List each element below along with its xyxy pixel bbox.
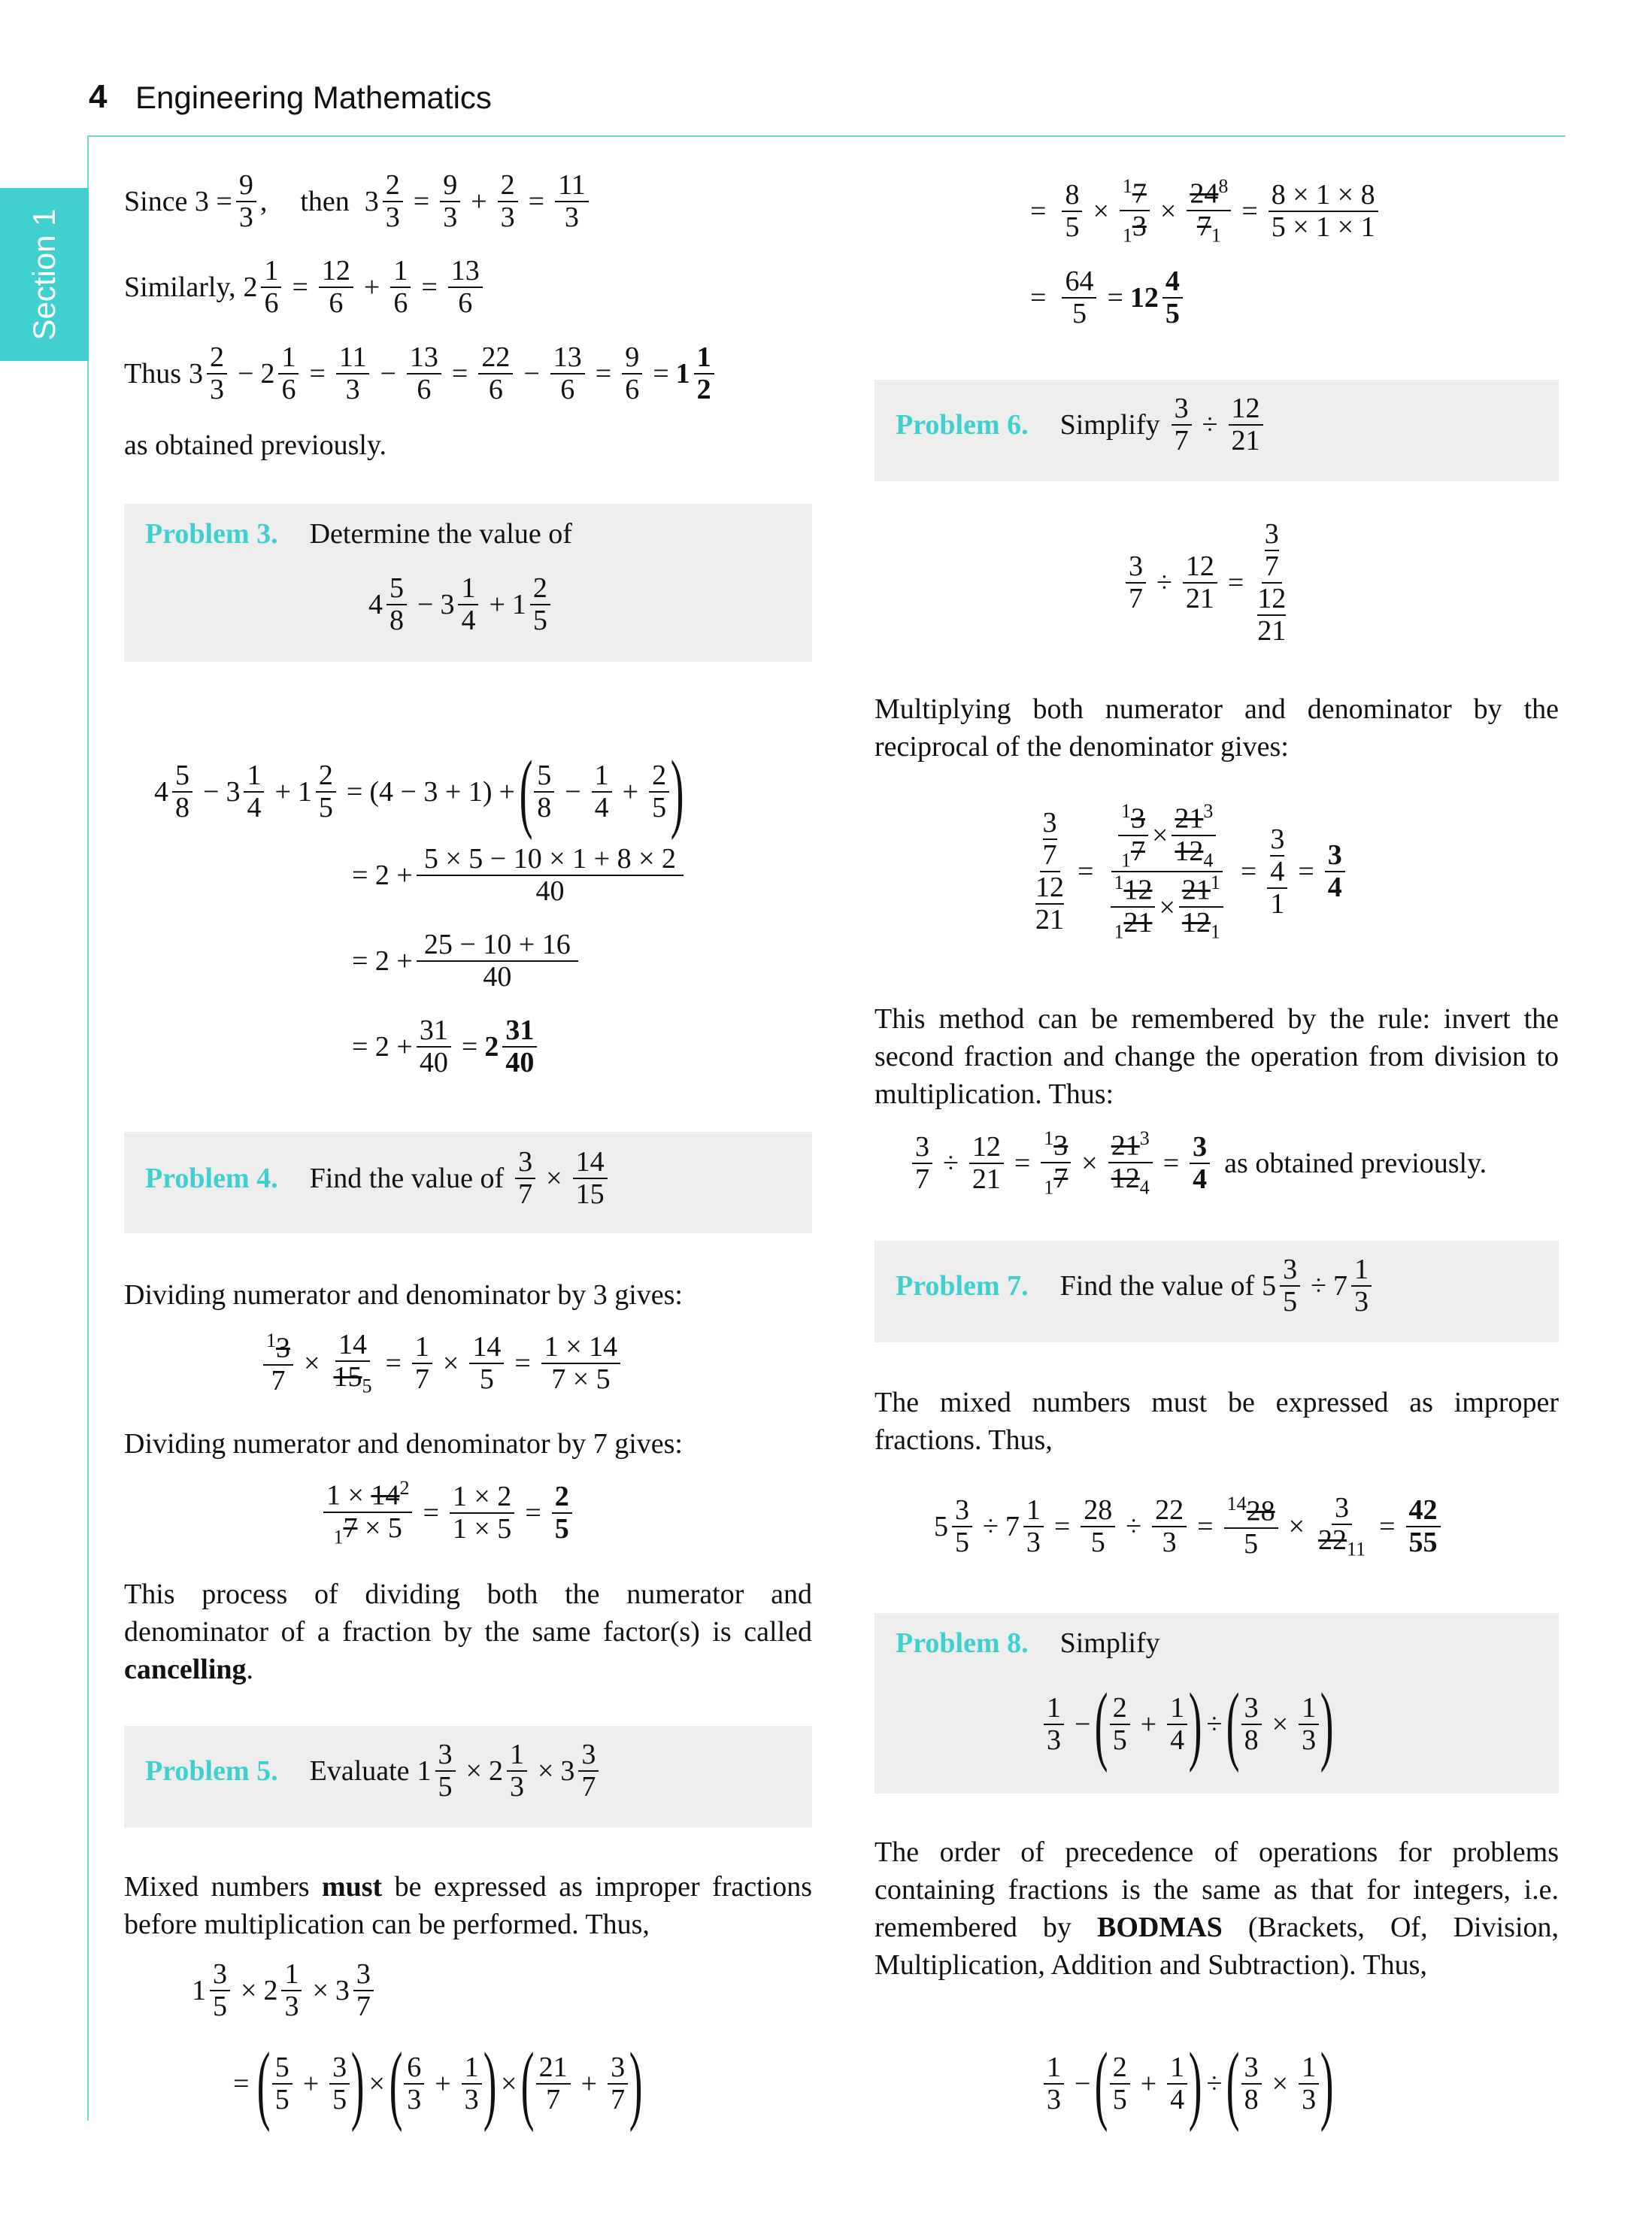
- problem-3-box: [124, 504, 812, 662]
- invert-rule-text: This method can be remembered by the rule: invert the second fraction and change the operation from division to multiplication. Thus:: [874, 1003, 1559, 1110]
- problem-3-text: Determine the value of: [309, 518, 572, 550]
- problem-5-box: Problem 5. Evaluate 1 $\frac{3}{5}$ × 2 $\frac{1}{3}$ × 3 $\frac{3}{7}$: [124, 1726, 812, 1827]
- problem-7-label: Problem 7.: [896, 1270, 1029, 1302]
- bodmas-paragraph: [874, 1833, 1559, 1984]
- problem-8-expression: 1 3 − ( 2 5 + $\frac{1}{4}$ ) ÷ ( $\frac{3}{8}$ × $\frac{1}{3}$ ): [1040, 1685, 1331, 1764]
- as-obtained-text: as obtained previously.: [124, 429, 386, 461]
- multiplying-text: Multiplying both numerator and denominator by the reciprocal of the denominator gives:: [874, 693, 1559, 763]
- div7-text: Dividing numerator and denominator by 7 gives:: [124, 1428, 683, 1460]
- problem-6-box: Problem 6. Simplify $\frac{3}{7}$ ÷ $\frac{12}{21}$: [874, 380, 1559, 481]
- mixed-numbers-paragraph: [124, 1868, 812, 1943]
- invert-rule-equation: $\frac{3}{7}$ ÷ $\frac{12}{21}$ = $\frac{^13}{_17}$ × $\frac{21^3}{12_4}$ = $\frac{3}{4}$ as obtained previously.: [908, 1128, 1487, 1198]
- problem-7-box: Problem 7. Find the value of 5 $\frac{3}{5}$ ÷ 7 $\frac{1}{3}$: [874, 1241, 1559, 1342]
- div3-text: Dividing numerator and denominator by 3 gives:: [124, 1279, 683, 1311]
- problem-4-label: Problem 4.: [145, 1163, 278, 1195]
- p7-solution: 5 $\frac{3}{5}$ ÷ 7 $\frac{1}{3}$ = $\frac{28}{5}$ ÷ $\frac{22}{3}$ = $\frac{^{14}28}{5}$ × $\frac{3}{22_{11}}$ = $\frac{42}{55}$: [934, 1493, 1444, 1560]
- as-obtained-right: as obtained previously.: [1224, 1147, 1487, 1179]
- p3-solution-line1: 4 5 8 − 3 $\frac{1}{4}$ + 1 $\frac{2}{5}$ = (4 − 3 + 1) + ( 5 8 − $\frac{1}{4}$ + $\frac{2}{5}$ ): [154, 742, 684, 841]
- problem-4-box: Problem 4. Find the value of $\frac{3}{7}$ × $\frac{14}{15}$: [124, 1132, 812, 1233]
- problem-4-text: Find the value of: [309, 1163, 505, 1195]
- bodmas-word: BODMAS: [1096, 1912, 1223, 1943]
- mixed-must: must: [321, 1871, 383, 1903]
- thus-equation: Thus 3 2 3 − 2 $\frac{1}{6}$ = $\frac{11}{3}$ − $\frac{13}{6}$ = $\frac{22}{6}$ − $\frac{13}{6}$ = $\frac{9}{6}$ = 1 1 2: [124, 342, 718, 405]
- similarly-equation: Similarly, 2 $\frac{1}{6}$ = $\frac{12}{6}$ + $\frac{1}{6}$ = $\frac{13}{6}$: [124, 256, 487, 319]
- cancelling-word: cancelling: [124, 1654, 247, 1685]
- p8-solution-line1: 1 3 − ( 2 5 + $\frac{1}{4}$ ) ÷ ( $\frac{3}{8}$ × $\frac{1}{3}$ ): [1040, 2044, 1331, 2124]
- p3-solution-line4: = 2 + $\frac{31}{40}$ = 2 31 40: [352, 1015, 541, 1078]
- p5-solution-line2: = ( 5 5 + $\frac{3}{5}$ ) × ( 6 3 + $\frac{1}{3}$ ) × ( 21 7 + $\frac{3}{7}$ ): [233, 2034, 643, 2133]
- then-label: then: [300, 186, 350, 218]
- margin-rule: [87, 135, 89, 2121]
- p6-reciprocal-equation: 3 7 12 21 = $^1$3 $_1$7 × $21^3$ $12_4$ $^1$12 $_1$21 × $21^1$ $12_1$ = 3 4 1 = $\frac{3}{4}$: [1029, 801, 1349, 943]
- since-label: Since 3 =: [124, 186, 232, 218]
- order-text: The order of precedence of operations for problems containing fractions is the same as that for integers, i.e. remembered by: [874, 1836, 1559, 1943]
- bodmas-rest: (Brackets, Of, Division, Multiplication, Addition and Subtraction). Thus,: [874, 1912, 1560, 1981]
- problem-3-label: Problem 3.: [145, 518, 278, 550]
- p5-solution-line3: = $\frac{8}{5}$ × $\frac{^17}{_13}$ × $\frac{24^8}{7_1}$ = $\frac{8 \times 1 \times 8}{5 \times 1 \times 1}$: [1030, 176, 1382, 246]
- problem-8-label: Problem 8.: [896, 1627, 1029, 1659]
- p3-solution-line2: = 2 + 5 × 5 − 10 × 1 + 8 × 2 40: [352, 844, 687, 907]
- div7-equation: $\frac{1 \times 14^2}{_17 \times 5}$ = $\frac{1 \times 2}{1 \times 5}$ = $\frac{2}{5}$: [320, 1478, 576, 1548]
- section-tab-label: Section 1: [26, 208, 62, 341]
- problem-5-text: Evaluate: [309, 1755, 410, 1788]
- mixed-text-2: be expressed as improper fractions before multiplication can be performed. Thus,: [124, 1871, 813, 1940]
- thus-label: Thus: [124, 358, 181, 390]
- problem-7-text: Find the value of: [1059, 1270, 1255, 1302]
- problem-8-text: Simplify: [1059, 1627, 1160, 1659]
- problem-6-label: Problem 6.: [896, 409, 1029, 441]
- cancelling-text: This process of dividing both the numerator and denominator of a fraction by the same factor(s) is called: [124, 1578, 812, 1648]
- since-equation: Since 3 = $\frac{9}{3}$ , then 3 $\frac{2}{3}$ = $\frac{9}{3}$ + $\frac{2}{3}$ = $\frac{11}{3}$: [124, 170, 593, 233]
- book-title: Engineering Mathematics: [135, 80, 492, 115]
- problem-5-label: Problem 5.: [145, 1755, 278, 1788]
- p6-complex-fraction: $\frac{3}{7}$ ÷ $\frac{12}{21}$ = 3 7 12 21: [1122, 519, 1293, 647]
- p3-solution-line3: = 2 + 25 − 10 + 16 40: [352, 929, 582, 993]
- problem-3-expression: 4 5 8 − 3 $\frac{1}{4}$ + 1 $\frac{2}{5}$: [368, 573, 554, 636]
- mixed-text-1: Mixed numbers: [124, 1871, 310, 1903]
- p7-mixed-text: The mixed numbers must be expressed as improper fractions. Thus,: [874, 1387, 1559, 1456]
- section-tab: [0, 188, 89, 361]
- page-number: 4: [89, 78, 108, 115]
- p5-solution-line1: 1 $\frac{3}{5}$ × 2 $\frac{1}{3}$ × 3 $\frac{3}{7}$: [192, 1959, 377, 2022]
- div3-equation: $\frac{^13}{7}$ × $\frac{14}{15_5}$ = $\frac{1}{7}$ × $\frac{14}{5}$ = $\frac{1 \times 14}{7 \times 5}$: [259, 1330, 624, 1397]
- problem-8-box: [874, 1613, 1559, 1794]
- similarly-label: Similarly,: [124, 271, 236, 304]
- header-rule: [87, 135, 1566, 137]
- problem-6-text: Simplify: [1059, 409, 1160, 441]
- cancelling-paragraph: This process of dividing both the numerator and denominator of a fraction by the same factor(s) is called cancelling.: [124, 1578, 812, 1685]
- p5-solution-line4: = $\frac{64}{5}$ = 12 4 5: [1030, 266, 1187, 329]
